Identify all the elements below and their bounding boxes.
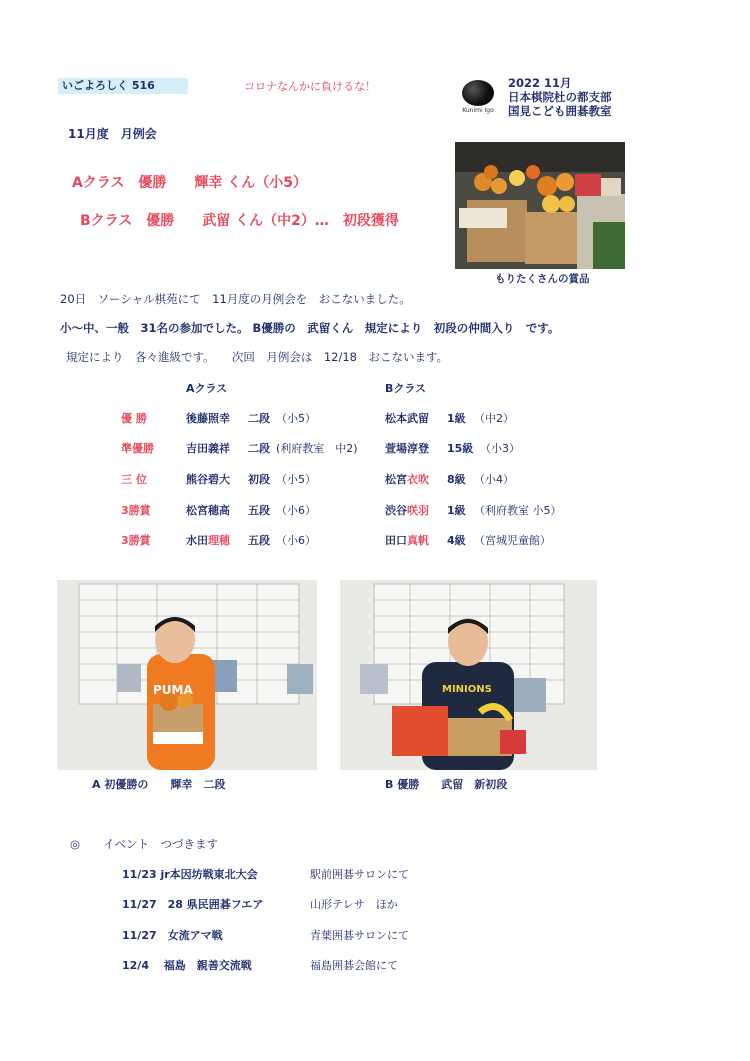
a-player-name: 吉田義祥 (186, 442, 230, 455)
minions-shirt-logo: MINIONS (442, 684, 492, 695)
event-item-name: 11/27 女流アマ戦 (122, 929, 223, 942)
a-player-note: （小5） (276, 412, 316, 425)
report-paragraph-3: 規定により 各々進級です。 次回 月例会は 12/18 おこないます。 (66, 350, 449, 364)
a-player-name: 熊谷碧大 (186, 473, 230, 486)
b-player-name (385, 502, 429, 518)
event-title: 11月度 月例会 (68, 127, 157, 141)
b-player-name: 萱場淳登 (385, 442, 429, 455)
b-player-surname: 田口 (385, 534, 407, 547)
a-player-given-name: 理穂 (208, 534, 230, 547)
caption-a-winner: A 初優勝の 輝幸 二段 (92, 778, 226, 791)
puma-shirt-logo: PUMA (153, 683, 193, 697)
rank-label: 準優勝 (121, 442, 154, 455)
b-player-surname: 渋谷 (385, 504, 407, 517)
prize-caption: もりたくさんの賞品 (495, 273, 590, 285)
a-player-grade: 二段 (248, 412, 270, 425)
b-player-surname: 松宮 (385, 473, 407, 486)
prize-photo-graphic (455, 142, 625, 269)
prize-photo (455, 142, 625, 269)
event-item-name: 11/23 jr本因坊戦東北大会 (122, 868, 258, 881)
a-player-name: 松宮穂高 (186, 504, 230, 517)
winner-a-class: Aクラス 優勝 輝幸 くん（小5） (72, 175, 308, 191)
b-player-given-name: 真帆 (407, 534, 429, 547)
a-player-note: (利府教室 中2) (276, 442, 358, 455)
rank-label: 3勝賞 (121, 504, 151, 517)
b-player-note: （利府教室 小5） (474, 504, 562, 517)
report-paragraph-2: 小～中、一般 31名の参加でした。 B優勝の 武留くん 規定により 初段の仲間入り です。 (60, 321, 560, 335)
organization-block (508, 76, 612, 118)
a-player-note: （小6） (276, 504, 316, 517)
b-player-name (385, 471, 429, 487)
winner-a-photo-graphic (57, 580, 317, 770)
event-item-venue: 山形テレサ ほか (310, 898, 398, 911)
org-date: 2022 11月 (508, 76, 572, 90)
b-player-grade: 1級 (447, 504, 466, 517)
b-player-given-name: 咲羽 (407, 504, 429, 517)
b-player-note: （宮城児童館） (474, 534, 551, 547)
event-item-venue: 駅前囲碁サロンにて (310, 868, 409, 881)
b-player-note: （小3） (480, 442, 520, 455)
a-player-note: （小5） (276, 473, 316, 486)
a-player-grade: 二段 (248, 442, 270, 455)
b-player-grade: 4級 (447, 534, 466, 547)
a-player-name: 後藤照幸 (186, 412, 230, 425)
events-heading: ◎ イベント つづきます (70, 837, 219, 851)
winner-b-photo-graphic (340, 580, 597, 770)
b-player-name (385, 532, 429, 548)
b-player-note: （小4） (474, 473, 514, 486)
event-item-name: 12/4 福島 親善交流戦 (122, 959, 252, 972)
a-player-grade: 五段 (248, 504, 270, 517)
a-player-name (186, 532, 230, 548)
event-item-venue: 福島囲碁会館にて (310, 959, 398, 972)
report-paragraph-1: 20日 ソーシャル棋苑にて 11月度の月例会を おこないました。 (60, 292, 411, 306)
event-item-name: 11/27 28 県民囲碁フエア (122, 898, 264, 911)
rank-label: 3勝賞 (121, 534, 151, 547)
go-stone-logo (459, 80, 497, 116)
logo-text: Kunimi Igo (462, 107, 494, 114)
a-player-note: （小6） (276, 534, 316, 547)
winner-b-photo (340, 580, 597, 770)
slogan: コロナなんかに負けるな！ (244, 80, 376, 93)
caption-b-winner: B 優勝 武留 新初段 (385, 778, 508, 791)
b-player-grade: 1級 (447, 412, 466, 425)
org-branch: 日本棋院杜の都支部 (508, 90, 612, 104)
b-player-given-name: 衣吹 (407, 473, 429, 486)
column-header-a-class: Aクラス (186, 382, 228, 395)
a-player-grade: 五段 (248, 534, 270, 547)
b-player-note: （中2） (474, 412, 514, 425)
winner-a-photo (57, 580, 317, 770)
go-stone-icon (462, 80, 494, 106)
org-classroom: 国見こども囲碁教室 (508, 104, 612, 118)
a-player-surname: 水田 (186, 534, 208, 547)
newsletter-tag: いごよろしく 516 (58, 78, 188, 94)
rank-label: 三 位 (121, 473, 147, 486)
b-player-grade: 8級 (447, 473, 466, 486)
event-item-venue: 青葉囲碁サロンにて (310, 929, 409, 942)
b-player-grade: 15級 (447, 442, 474, 455)
winner-b-class: Bクラス 優勝 武留 くん（中2）… 初段獲得 (80, 213, 399, 229)
b-player-name: 松本武留 (385, 412, 429, 425)
rank-label: 優 勝 (121, 412, 147, 425)
column-header-b-class: Bクラス (385, 382, 427, 395)
a-player-grade: 初段 (248, 473, 270, 486)
